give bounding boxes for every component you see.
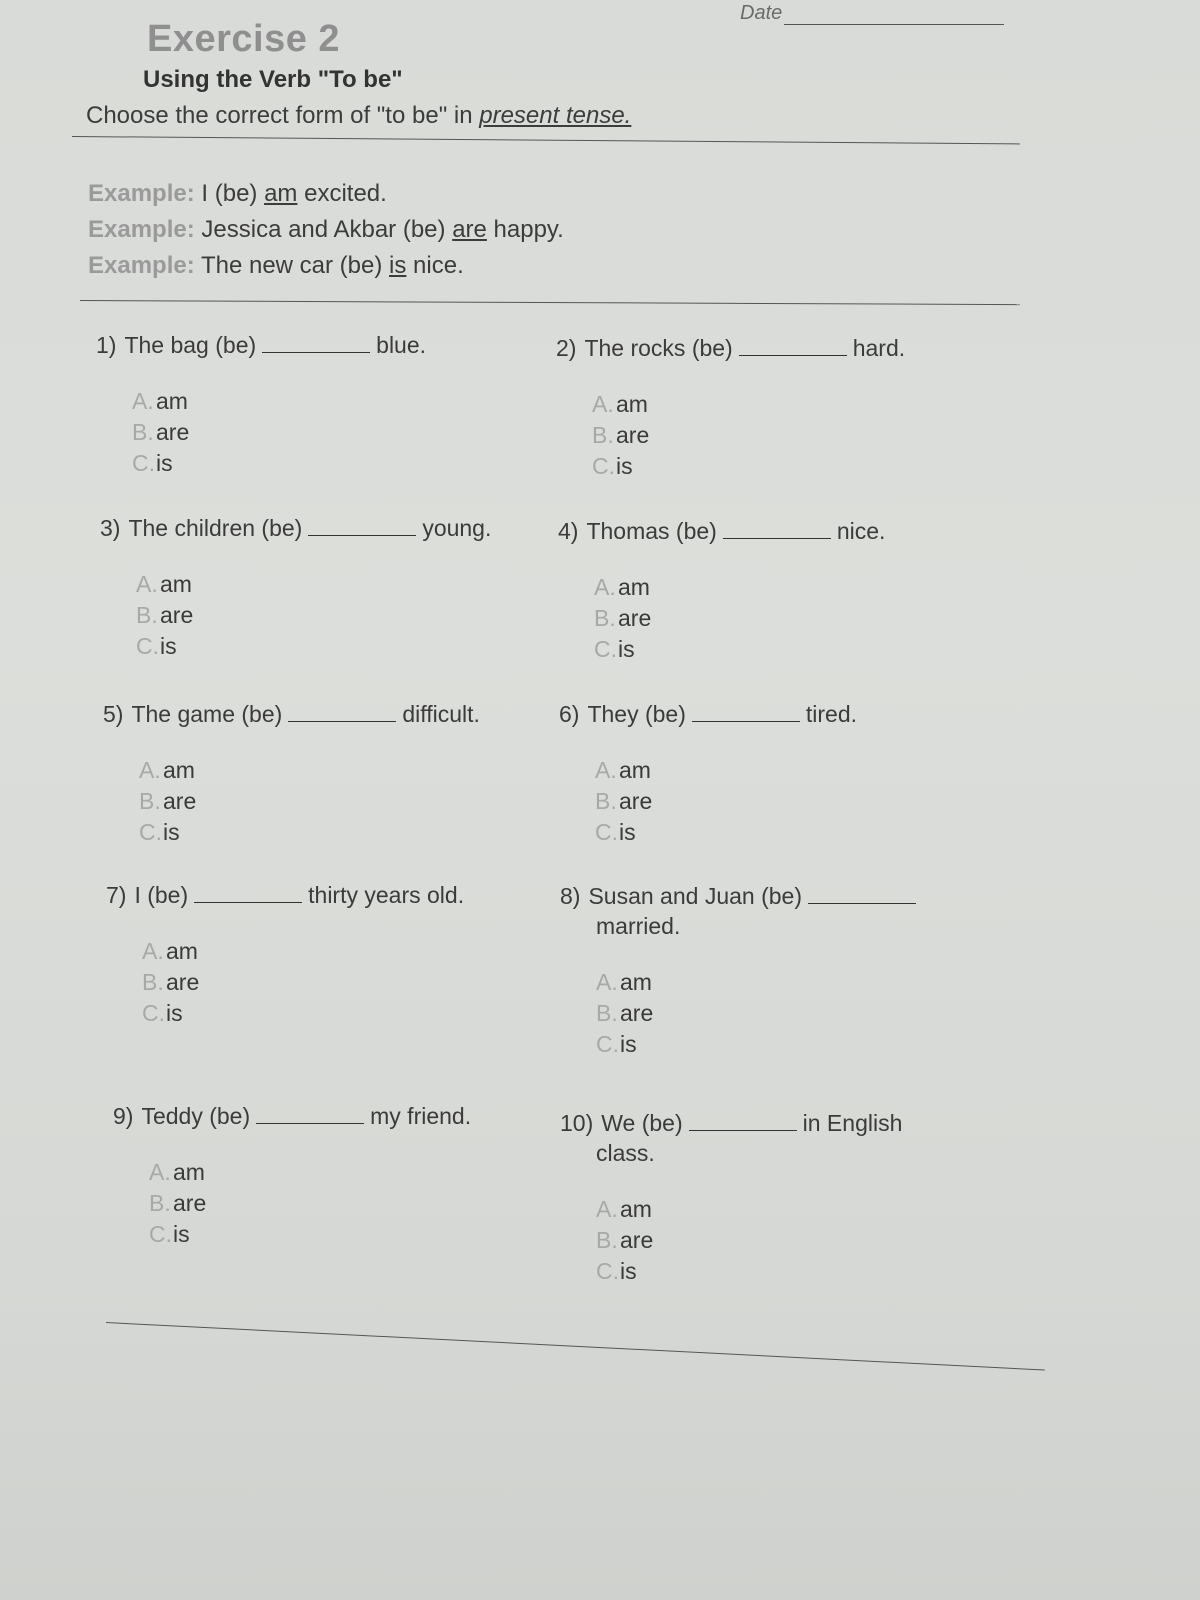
option-letter: A.	[136, 571, 158, 597]
question-number: 6)	[559, 701, 580, 727]
option-text: are	[616, 422, 650, 448]
options-list	[106, 936, 464, 1029]
option-c[interactable]	[596, 1029, 922, 1060]
option-b[interactable]	[139, 786, 480, 817]
example-text: I (be)	[194, 180, 265, 207]
instruction-tense: present tense.	[479, 102, 632, 129]
option-a[interactable]	[596, 1194, 902, 1225]
option-letter: B.	[149, 1190, 171, 1216]
option-b[interactable]	[132, 417, 426, 448]
question-text: The bag (be)	[124, 332, 257, 358]
option-text: are	[173, 1190, 207, 1216]
options-list	[560, 1194, 902, 1287]
option-text: is	[619, 819, 636, 845]
example-label: Example:	[88, 216, 195, 243]
option-b[interactable]	[596, 1225, 902, 1256]
option-letter: A.	[139, 757, 161, 783]
option-a[interactable]	[139, 755, 480, 786]
question-number: 8)	[560, 883, 581, 909]
options-list	[559, 755, 857, 848]
option-letter: C.	[142, 1000, 165, 1026]
exercise-subtitle: Using the Verb "To be"	[143, 66, 403, 93]
option-text: are	[163, 788, 197, 814]
question-number: 10)	[560, 1110, 594, 1136]
question-text-continued: married.	[596, 913, 681, 939]
option-letter: B.	[594, 605, 616, 631]
question-text: The game (be)	[131, 701, 283, 727]
option-text: are	[156, 419, 190, 445]
option-text: is	[620, 1031, 637, 1057]
option-letter: A.	[594, 574, 616, 600]
option-c[interactable]	[149, 1219, 471, 1250]
option-a[interactable]	[594, 572, 885, 603]
example-text: The new car (be)	[194, 252, 390, 279]
answer-blank[interactable]	[739, 337, 847, 356]
option-letter: C.	[595, 819, 618, 845]
option-c[interactable]	[596, 1256, 902, 1287]
option-letter: A.	[596, 1196, 618, 1222]
question-text: young.	[422, 515, 492, 541]
question-text: We (be)	[601, 1110, 683, 1136]
option-letter: A.	[596, 969, 618, 995]
answer-blank[interactable]	[308, 517, 416, 536]
option-letter: A.	[595, 757, 617, 783]
question-text: The rocks (be)	[584, 335, 733, 361]
example-text: Jessica and Akbar (be)	[194, 216, 453, 243]
question-number: 7)	[106, 882, 127, 908]
option-a[interactable]	[596, 967, 922, 998]
option-c[interactable]	[142, 998, 464, 1029]
option-letter: B.	[596, 1000, 618, 1026]
exercise-title: Exercise 2	[147, 18, 341, 60]
instruction-text: Choose the correct form of "to be" in	[86, 102, 480, 129]
options-list	[96, 386, 426, 479]
option-text: am	[163, 757, 195, 783]
question-3	[100, 513, 491, 662]
example-text: excited.	[297, 180, 387, 207]
option-letter: A.	[149, 1159, 171, 1185]
option-text: am	[620, 1196, 652, 1222]
option-text: is	[166, 1000, 183, 1026]
question-number: 4)	[558, 518, 579, 544]
example-answer: are	[452, 216, 487, 243]
options-list	[556, 389, 905, 482]
option-b[interactable]	[595, 786, 857, 817]
question-text: nice.	[836, 518, 886, 544]
question-text: blue.	[376, 332, 427, 358]
answer-blank[interactable]	[194, 884, 302, 903]
example-answer: is	[389, 252, 407, 279]
question-7	[106, 880, 464, 1029]
option-text: am	[173, 1159, 205, 1185]
option-text: am	[156, 388, 188, 414]
option-text: are	[160, 602, 194, 628]
option-a[interactable]	[136, 569, 491, 600]
option-letter: A.	[132, 388, 154, 414]
question-text: Susan and Juan (be)	[588, 883, 802, 909]
example-answer: am	[264, 180, 298, 207]
option-b[interactable]	[136, 600, 491, 631]
option-text: is	[618, 636, 635, 662]
example-label: Example:	[88, 180, 195, 207]
answer-blank[interactable]	[689, 1112, 797, 1131]
option-letter: B.	[139, 788, 161, 814]
option-a[interactable]	[595, 755, 857, 786]
option-letter: A.	[592, 391, 614, 417]
option-letter: B.	[132, 419, 154, 445]
example-row	[88, 248, 564, 284]
option-letter: C.	[139, 819, 162, 845]
option-text: am	[620, 969, 652, 995]
option-letter: B.	[592, 422, 614, 448]
options-list	[100, 569, 491, 662]
option-a[interactable]	[592, 389, 905, 420]
example-label: Example:	[88, 252, 195, 279]
option-b[interactable]	[594, 603, 885, 634]
question-number: 1)	[96, 332, 117, 358]
option-letter: B.	[596, 1227, 618, 1253]
question-6	[559, 699, 857, 848]
question-9	[113, 1101, 471, 1250]
option-text: is	[620, 1258, 637, 1284]
question-text: in English	[802, 1110, 903, 1136]
option-text: are	[620, 1227, 654, 1253]
option-text: are	[619, 788, 653, 814]
option-letter: C.	[596, 1031, 619, 1057]
question-text: Teddy (be)	[141, 1103, 251, 1129]
question-text: I (be)	[134, 882, 189, 908]
question-text: difficult.	[402, 701, 480, 727]
options-list	[103, 755, 480, 848]
option-c[interactable]	[136, 631, 491, 662]
option-c[interactable]	[595, 817, 857, 848]
instruction	[86, 102, 631, 130]
option-letter: C.	[136, 633, 159, 659]
question-text: thirty years old.	[308, 882, 465, 908]
question-text-continued: class.	[596, 1140, 655, 1166]
answer-blank[interactable]	[288, 703, 396, 722]
question-2	[556, 333, 905, 482]
example-text: happy.	[486, 216, 564, 243]
option-a[interactable]	[142, 936, 464, 967]
option-b[interactable]	[142, 967, 464, 998]
option-text: am	[166, 938, 198, 964]
question-number: 9)	[113, 1103, 134, 1129]
question-5	[103, 699, 480, 848]
question-number: 3)	[100, 515, 121, 541]
question-text: my friend.	[370, 1103, 472, 1129]
question-text: Thomas (be)	[586, 518, 717, 544]
answer-blank[interactable]	[723, 520, 831, 539]
option-text: are	[618, 605, 652, 631]
example-text: nice.	[406, 252, 464, 279]
answer-blank[interactable]	[256, 1105, 364, 1124]
option-letter: A.	[142, 938, 164, 964]
option-text: are	[166, 969, 200, 995]
answer-blank[interactable]	[808, 885, 916, 904]
example-row	[88, 176, 564, 212]
option-letter: C.	[596, 1258, 619, 1284]
option-letter: B.	[595, 788, 617, 814]
option-text: is	[156, 450, 173, 476]
example-row	[88, 212, 564, 248]
question-10	[560, 1108, 902, 1287]
option-text: is	[616, 453, 633, 479]
question-4	[558, 516, 885, 665]
footer-divider	[106, 1322, 1045, 1371]
option-text: am	[618, 574, 650, 600]
option-c[interactable]	[592, 451, 905, 482]
option-c[interactable]	[132, 448, 426, 479]
examples-divider	[80, 300, 1020, 305]
option-letter: C.	[132, 450, 155, 476]
answer-blank[interactable]	[262, 334, 370, 353]
option-text: am	[616, 391, 648, 417]
options-list	[560, 967, 922, 1060]
option-letter: C.	[592, 453, 615, 479]
date-field	[740, 2, 1004, 25]
option-a[interactable]	[149, 1157, 471, 1188]
question-text: The children (be)	[128, 515, 303, 541]
option-a[interactable]	[132, 386, 426, 417]
answer-blank[interactable]	[692, 703, 800, 722]
option-text: is	[160, 633, 177, 659]
option-text: is	[173, 1221, 190, 1247]
option-b[interactable]	[149, 1188, 471, 1219]
option-b[interactable]	[592, 420, 905, 451]
option-text: are	[620, 1000, 654, 1026]
option-c[interactable]	[594, 634, 885, 665]
question-8	[560, 881, 922, 1060]
options-list	[113, 1157, 471, 1250]
option-letter: B.	[142, 969, 164, 995]
options-list	[558, 572, 885, 665]
question-1	[96, 330, 426, 479]
date-label: Date	[740, 2, 783, 24]
option-text: am	[619, 757, 651, 783]
question-text: tired.	[805, 701, 858, 727]
option-letter: B.	[136, 602, 158, 628]
header-divider	[72, 136, 1020, 144]
question-text: hard.	[852, 335, 906, 361]
option-c[interactable]	[139, 817, 480, 848]
option-text: is	[163, 819, 180, 845]
question-number: 2)	[556, 335, 577, 361]
option-letter: C.	[594, 636, 617, 662]
option-b[interactable]	[596, 998, 922, 1029]
examples-block	[88, 176, 564, 284]
option-letter: C.	[149, 1221, 172, 1247]
question-text: They (be)	[587, 701, 686, 727]
option-text: am	[160, 571, 192, 597]
question-number: 5)	[103, 701, 124, 727]
date-blank[interactable]	[784, 2, 1004, 25]
